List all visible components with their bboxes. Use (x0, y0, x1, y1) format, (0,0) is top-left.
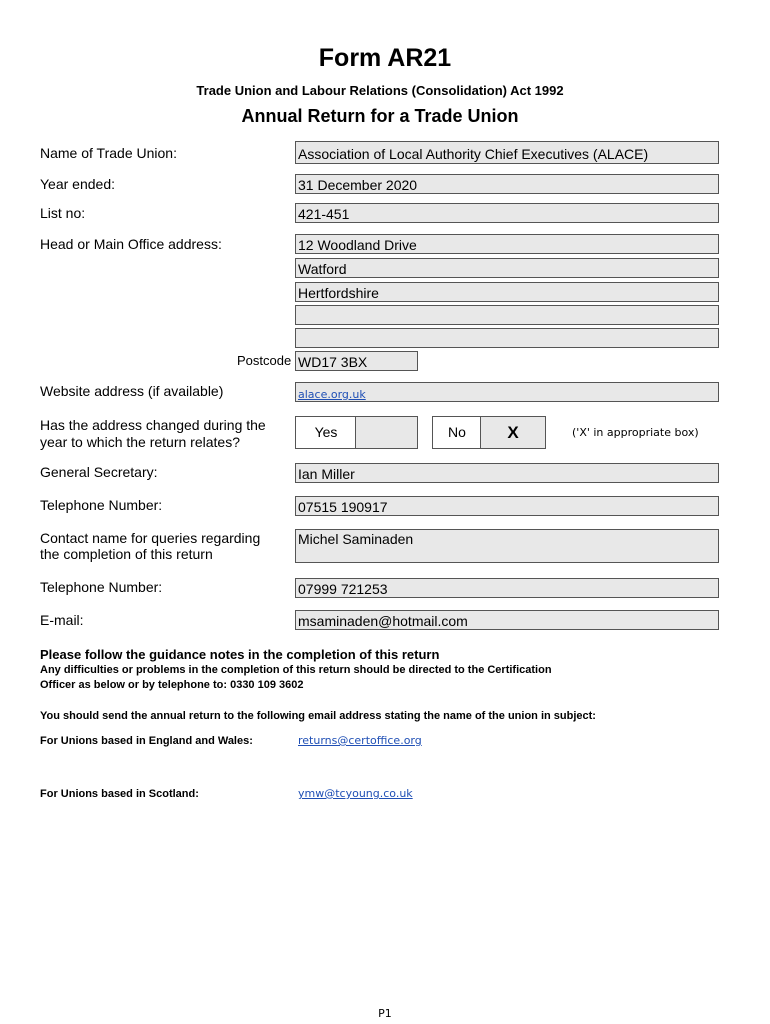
england-label: For Unions based in England and Wales: (40, 735, 253, 747)
form-title: Form AR21 (318, 44, 452, 72)
list-no-field[interactable]: 421-451 (295, 203, 719, 223)
website-link[interactable]: alace.org.uk (298, 388, 366, 401)
telephone-label: Telephone Number: (40, 497, 163, 513)
contact-label-1: Contact name for queries regarding (40, 530, 261, 546)
website-label: Website address (if available) (40, 383, 224, 399)
guidance-line-2: Officer as below or by telephone to: 0330 109 3602 (40, 679, 304, 691)
website-field[interactable] (295, 382, 719, 402)
contact-label-2: the completion of this return (40, 546, 213, 562)
page-number: P1 (378, 1007, 392, 1020)
list-no-label: List no: (40, 205, 86, 221)
gen-sec-label: General Secretary: (40, 464, 158, 480)
telephone-field[interactable]: 07515 190917 (295, 496, 719, 516)
scotland-label: For Unions based in Scotland: (40, 788, 199, 800)
year-ended-field[interactable]: 31 December 2020 (295, 174, 719, 194)
address-line-2[interactable]: Watford (295, 258, 719, 278)
address-changed-label-1: Has the address changed during the (40, 417, 266, 433)
guidance-heading: Please follow the guidance notes in the completion of this return (40, 647, 440, 662)
scotland-email-link[interactable]: ymw@tcyoung.co.uk (298, 787, 413, 800)
act-title: Trade Union and Labour Relations (Consolidation) Act 1992 (196, 83, 564, 98)
gen-sec-field[interactable]: Ian Miller (295, 463, 719, 483)
guidance-line-1: Any difficulties or problems in the completion of this return should be directed to the Certification (40, 664, 552, 676)
page-subtitle: Annual Return for a Trade Union (241, 106, 519, 126)
email-field[interactable]: msaminaden@hotmail.com (295, 610, 719, 630)
year-ended-label: Year ended: (40, 176, 115, 192)
contact-field[interactable]: Michel Saminaden (295, 529, 719, 563)
address-changed-label-2: year to which the return relates? (40, 434, 240, 450)
england-email-link[interactable]: returns@certoffice.org (298, 734, 422, 747)
telephone2-label: Telephone Number: (40, 579, 163, 595)
yes-label-box: Yes (295, 416, 357, 449)
x-hint: ('X' in appropriate box) (572, 426, 699, 439)
address-line-5[interactable] (295, 328, 719, 348)
email-label: E-mail: (40, 612, 84, 628)
postcode-label: Postcode (237, 353, 292, 368)
send-instruction: You should send the annual return to the following email address stating the name of the union in subject: (40, 710, 596, 722)
postcode-field[interactable]: WD17 3BX (295, 351, 418, 371)
yes-checkbox[interactable] (355, 416, 418, 449)
no-checkbox[interactable]: X (480, 416, 546, 449)
union-name-label: Name of Trade Union: (40, 145, 177, 161)
union-name-field[interactable]: Association of Local Authority Chief Executives (ALACE) (295, 141, 719, 164)
address-line-1[interactable]: 12 Woodland Drive (295, 234, 719, 254)
address-line-4[interactable] (295, 305, 719, 325)
address-line-3[interactable]: Hertfordshire (295, 282, 719, 302)
address-label: Head or Main Office address: (40, 236, 222, 252)
telephone2-field[interactable]: 07999 721253 (295, 578, 719, 598)
no-label-box: No (432, 416, 482, 449)
